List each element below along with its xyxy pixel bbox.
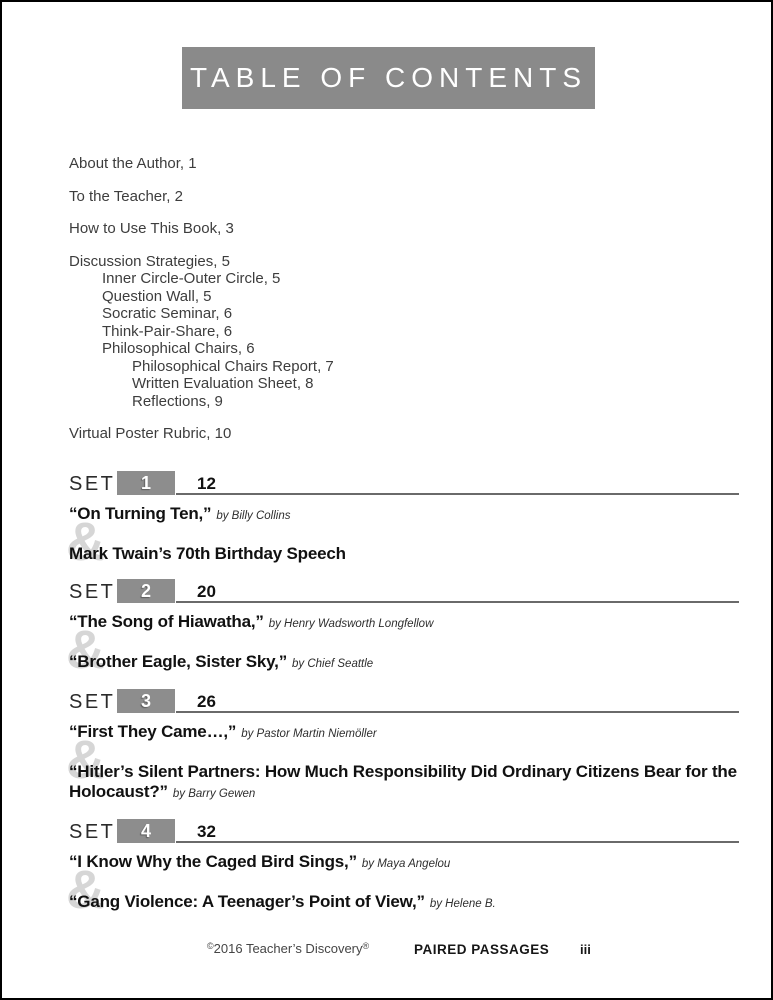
passage-author: by Pastor Martin Niemöller xyxy=(241,728,377,740)
toc-entry: Philosophical Chairs Report, 7 xyxy=(132,357,334,375)
set-number-badge: 4 xyxy=(117,819,175,843)
passage-title xyxy=(69,544,739,566)
passage-title-text: “Hitler’s Silent Partners: How Much Responsibility Did Ordinary Citizens Bear for the Holocaust?” xyxy=(69,762,737,801)
passage-title-text: “Gang Violence: A Teenager’s Point of View,” xyxy=(69,892,425,911)
set-section-3 xyxy=(66,689,739,804)
ampersand-watermark: & xyxy=(66,860,105,920)
passage-title xyxy=(69,612,739,634)
divider-rule xyxy=(176,601,739,603)
set-page-number: 32 xyxy=(197,822,216,841)
passage-title xyxy=(69,722,739,744)
set-number-badge: 1 xyxy=(117,471,175,495)
passage-author: by Billy Collins xyxy=(216,510,291,522)
toc-entry: Virtual Poster Rubric, 10 xyxy=(69,425,232,442)
toc-banner xyxy=(182,47,595,109)
set-label: SET xyxy=(69,821,116,843)
toc-entry: Question Wall, 5 xyxy=(102,287,212,305)
toc-entry: Philosophical Chairs, 6 xyxy=(102,340,255,357)
divider-rule xyxy=(176,841,739,843)
passage-title xyxy=(69,504,739,526)
passage-author: by Henry Wadsworth Longfellow xyxy=(268,618,434,630)
passage-title-text: “The Song of Hiawatha,” xyxy=(69,612,264,631)
passage-title xyxy=(69,892,739,914)
passage-author: by Maya Angelou xyxy=(361,858,451,870)
toc-entry: Discussion Strategies, 5 xyxy=(69,252,230,270)
set-page-number: 12 xyxy=(197,474,216,493)
passage-title-text: Mark Twain’s 70th Birthday Speech xyxy=(69,544,346,563)
set-section-1 xyxy=(66,471,739,572)
set-label: SET xyxy=(69,581,116,603)
page-title: TABLE OF CONTENTS xyxy=(189,62,588,93)
set-section-2 xyxy=(66,579,739,680)
set-page-number: 26 xyxy=(197,692,216,711)
set-page-number: 20 xyxy=(197,582,216,601)
folio-page-number: iii xyxy=(580,942,591,957)
book-title: PAIRED PASSAGES xyxy=(414,942,550,957)
toc-entry: Written Evaluation Sheet, 8 xyxy=(132,375,314,392)
toc-entry: About the Author, 1 xyxy=(69,155,197,172)
passage-title-text: “Brother Eagle, Sister Sky,” xyxy=(69,652,287,671)
set-header xyxy=(69,689,739,713)
registered-symbol: ® xyxy=(362,941,370,951)
set-header xyxy=(69,819,739,843)
toc-entry: Inner Circle-Outer Circle, 5 xyxy=(102,270,281,287)
passage-title-text: “I Know Why the Caged Bird Sings,” xyxy=(69,852,357,871)
passage-title-text: “On Turning Ten,” xyxy=(69,504,212,523)
copyright-text: 2016 Teacher’s Discovery xyxy=(213,941,363,956)
passage-title xyxy=(69,652,739,674)
toc-entry: Think-Pair-Share, 6 xyxy=(102,322,233,340)
passage-title-text: “First They Came…,” xyxy=(69,722,237,741)
passage-author: by Chief Seattle xyxy=(292,658,374,670)
set-header xyxy=(69,471,739,495)
set-section-4 xyxy=(66,819,739,920)
set-label: SET xyxy=(69,473,116,495)
front-matter-list xyxy=(69,155,334,443)
set-number-badge: 3 xyxy=(117,689,175,713)
toc-entry: Socratic Seminar, 6 xyxy=(102,305,233,322)
divider-rule xyxy=(176,493,739,495)
passage-title xyxy=(69,762,739,804)
divider-rule xyxy=(176,711,739,713)
set-header xyxy=(69,579,739,603)
set-label: SET xyxy=(69,691,116,713)
copyright-notice xyxy=(207,941,369,956)
passage-title xyxy=(69,852,739,874)
ampersand-watermark: & xyxy=(66,512,105,572)
copyright-symbol: © xyxy=(207,941,214,951)
passage-author: by Barry Gewen xyxy=(172,788,256,800)
toc-entry: How to Use This Book, 3 xyxy=(69,220,234,237)
toc-entry: To the Teacher, 2 xyxy=(69,187,183,205)
toc-entry: Reflections, 9 xyxy=(132,392,223,410)
ampersand-watermark: & xyxy=(66,620,105,680)
ampersand-watermark: & xyxy=(66,730,105,790)
passage-author: by Helene B. xyxy=(429,898,496,910)
set-number-badge: 2 xyxy=(117,579,175,603)
